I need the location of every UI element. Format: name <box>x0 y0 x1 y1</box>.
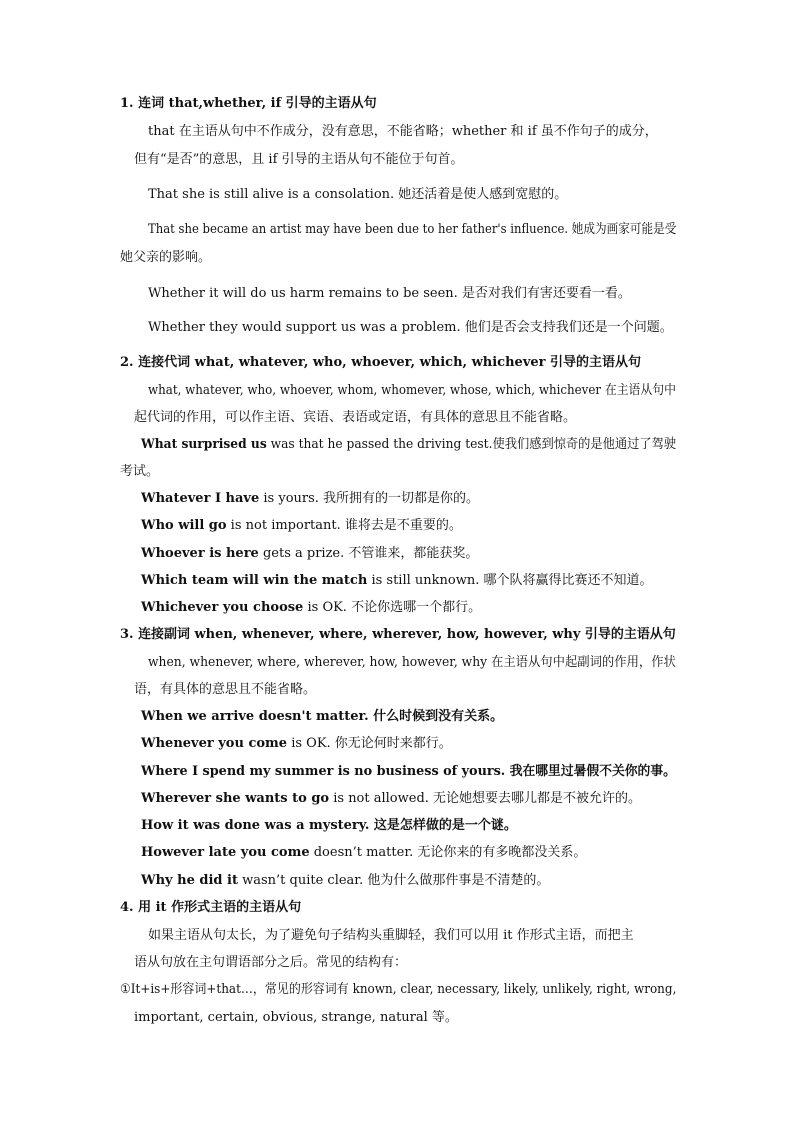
section-2-example-4 <box>141 545 478 563</box>
example-bold: Wherever she wants to go <box>141 791 330 806</box>
section-1-example-1: That she is still alive is a consolation. 她还活着是使人感到宽慰的。 <box>148 187 568 202</box>
example-bold: Whenever you come <box>141 736 288 751</box>
section-3-example-6 <box>141 844 586 862</box>
example-bold: Whichever you choose <box>141 600 304 615</box>
section-4-heading: 4. 用 it 作形式主语的主语从句 <box>120 900 302 915</box>
section-1-para-line-1: that 在主语从句中不作成分，没有意思，不能省略；whether 和 if 虽不作句子的成分， <box>148 124 658 139</box>
example-text: is OK. 不论你选哪一个都行。 <box>303 600 482 615</box>
section-3-example-2 <box>141 735 452 753</box>
example-bold: Why he did it <box>141 873 238 888</box>
example-text: is not important. 谁将去是不重要的。 <box>226 518 462 533</box>
example-bold: What surprised us <box>141 437 267 452</box>
section-4-item-1: ①It+is+形容词+that…，常见的形容词有 known, clear, necessary, likely, unlikely, right, wrong, <box>120 982 677 997</box>
section-3-para-line-1: when, whenever, where, wherever, how, however, why 在主语从句中起副词的作用，作状 <box>148 655 676 670</box>
section-4-para-line-1: 如果主语从句太长，为了避免句子结构头重脚轻，我们可以用 it 作形式主语，而把主 <box>148 928 634 943</box>
section-1-example-2: That she became an artist may have been due to her father's influence. 她成为画家可能是受 <box>148 222 677 237</box>
example-text: is still unknown. 哪个队将赢得比赛还不知道。 <box>367 573 653 588</box>
example-bold: Whoever is here <box>141 546 259 561</box>
section-3-example-5: How it was done was a mystery. 这是怎样做的是一个谜。 <box>141 818 517 833</box>
example-text: gets a prize. 不管谁来，都能获奖。 <box>258 546 479 561</box>
section-2-example-2 <box>141 490 479 508</box>
section-1-example-4: Whether they would support us was a problem. 他们是否会支持我们还是一个问题。 <box>148 320 673 335</box>
example-bold: Whatever I have <box>141 491 260 506</box>
section-3-example-3: Where I spend my summer is no business of yours. 我在哪里过暑假不关你的事。 <box>141 764 676 779</box>
example-text: was that he passed the driving test.使我们感到惊奇的是他通过了驾驶 <box>266 437 677 452</box>
example-text: wasn’t quite clear. 他为什么做那件事是不清楚的。 <box>237 873 550 888</box>
section-3-example-4 <box>141 790 641 808</box>
section-3-para-line-2: 语，有具体的意思且不能省略。 <box>134 682 317 697</box>
section-2-example-3 <box>141 517 462 535</box>
example-bold: However late you come <box>141 845 310 860</box>
section-1-para-line-2: 但有“是否”的意思，且 if 引导的主语从句不能位于句首。 <box>134 152 464 167</box>
section-3-heading: 3. 连接副词 when, whenever, where, wherever, how, however, why 引导的主语从句 <box>120 627 676 642</box>
section-2-example-6 <box>141 599 481 617</box>
section-4-para-line-2: 语从句放在主句谓语部分之后。常见的结构有： <box>134 955 408 970</box>
section-2-para-line-2: 起代词的作用，可以作主语、宾语、表语或定语，有具体的意思且不能省略。 <box>134 410 577 425</box>
example-bold: Which team will win the match <box>141 573 368 588</box>
section-1-example-3: Whether it will do us harm remains to be seen. 是否对我们有害还要看一看。 <box>148 286 631 301</box>
section-2-para-line-1: what, whatever, who, whoever, whom, whomever, whose, which, whichever 在主语从句中 <box>148 383 676 398</box>
example-text: is yours. 我所拥有的一切都是你的。 <box>259 491 480 506</box>
example-text: is not allowed. 无论她想要去哪儿都是不被允许的。 <box>329 791 642 806</box>
section-3-example-1: When we arrive doesn't matter. 什么时候到没有关系。 <box>141 709 504 724</box>
example-text: doesn’t matter. 无论你来的有多晚都没关系。 <box>309 845 587 860</box>
section-2-example-5 <box>141 572 653 590</box>
section-1-example-2-cont: 她父亲的影响。 <box>120 250 212 265</box>
section-4-item-1-cont: important, certain, obvious, strange, natural 等。 <box>134 1010 458 1025</box>
section-2-heading: 2. 连接代词 what, whatever, who, whoever, which, whichever 引导的主语从句 <box>120 355 642 370</box>
section-2-example-1 <box>141 436 676 454</box>
example-bold: Who will go <box>141 518 227 533</box>
section-2-example-1-cont: 考试。 <box>120 464 160 479</box>
section-3-example-7 <box>141 872 549 890</box>
example-text: is OK. 你无论何时来都行。 <box>287 736 452 751</box>
section-1-heading: 1. 连词 that,whether, if 引导的主语从句 <box>120 96 377 111</box>
